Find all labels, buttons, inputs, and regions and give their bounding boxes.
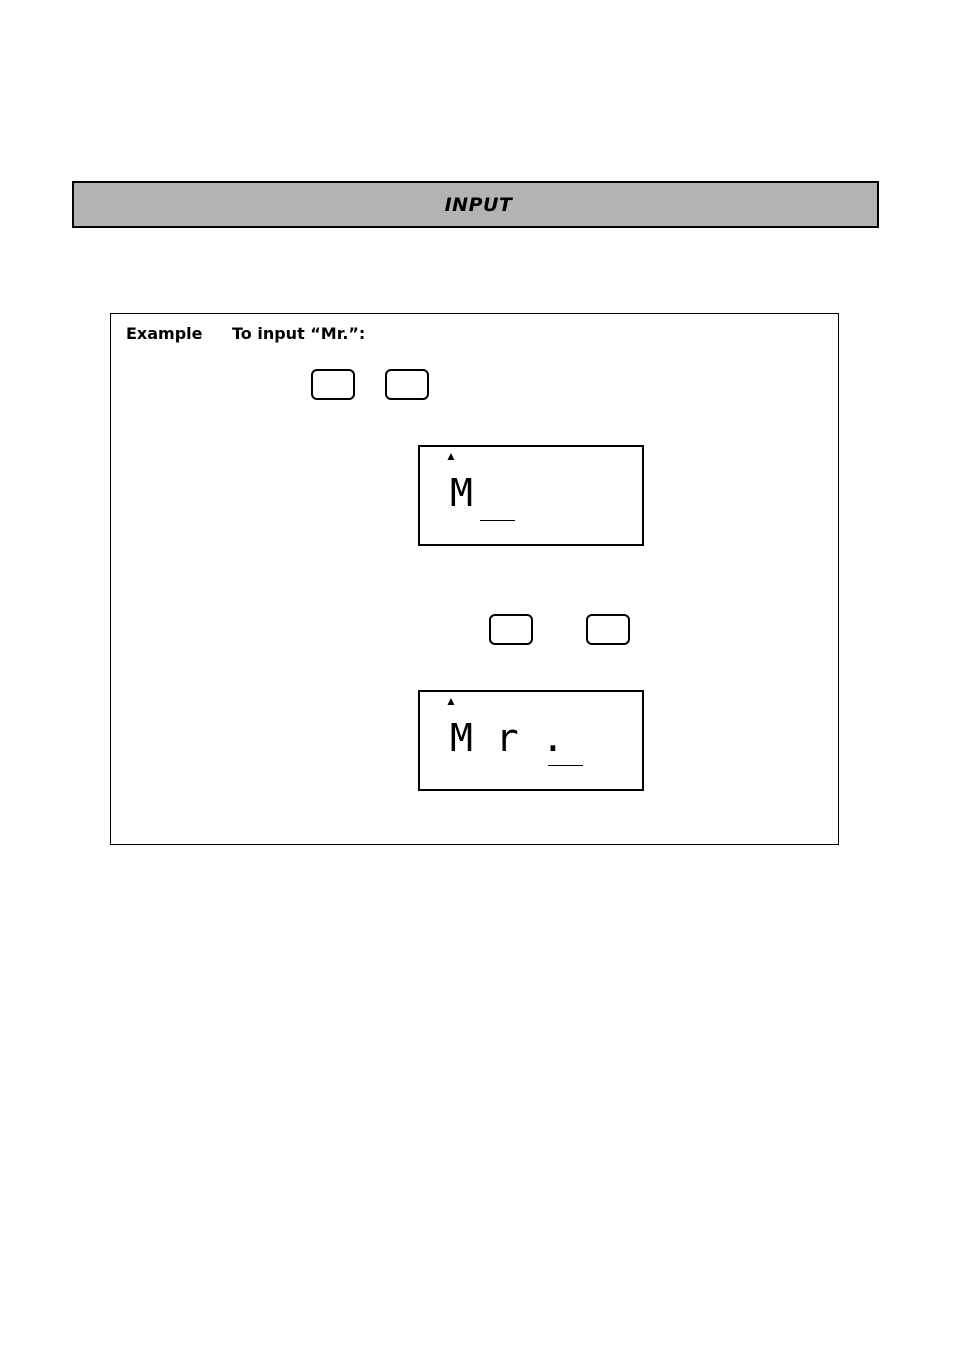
cursor xyxy=(480,520,515,521)
triangle-up-icon: ▲ xyxy=(445,694,457,708)
key-button[interactable] xyxy=(385,369,429,400)
display-text: M xyxy=(450,471,473,515)
lcd-display xyxy=(418,690,644,791)
lcd-display xyxy=(418,445,644,546)
example-label: Example xyxy=(126,324,203,343)
key-button[interactable] xyxy=(489,614,533,645)
display-text: M r . xyxy=(450,716,565,760)
example-instruction: To input “Mr.”: xyxy=(232,324,366,343)
triangle-up-icon: ▲ xyxy=(445,449,457,463)
section-title: INPUT xyxy=(444,193,513,216)
section-header xyxy=(72,181,879,228)
key-button[interactable] xyxy=(311,369,355,400)
cursor xyxy=(548,765,583,766)
key-button[interactable] xyxy=(586,614,630,645)
